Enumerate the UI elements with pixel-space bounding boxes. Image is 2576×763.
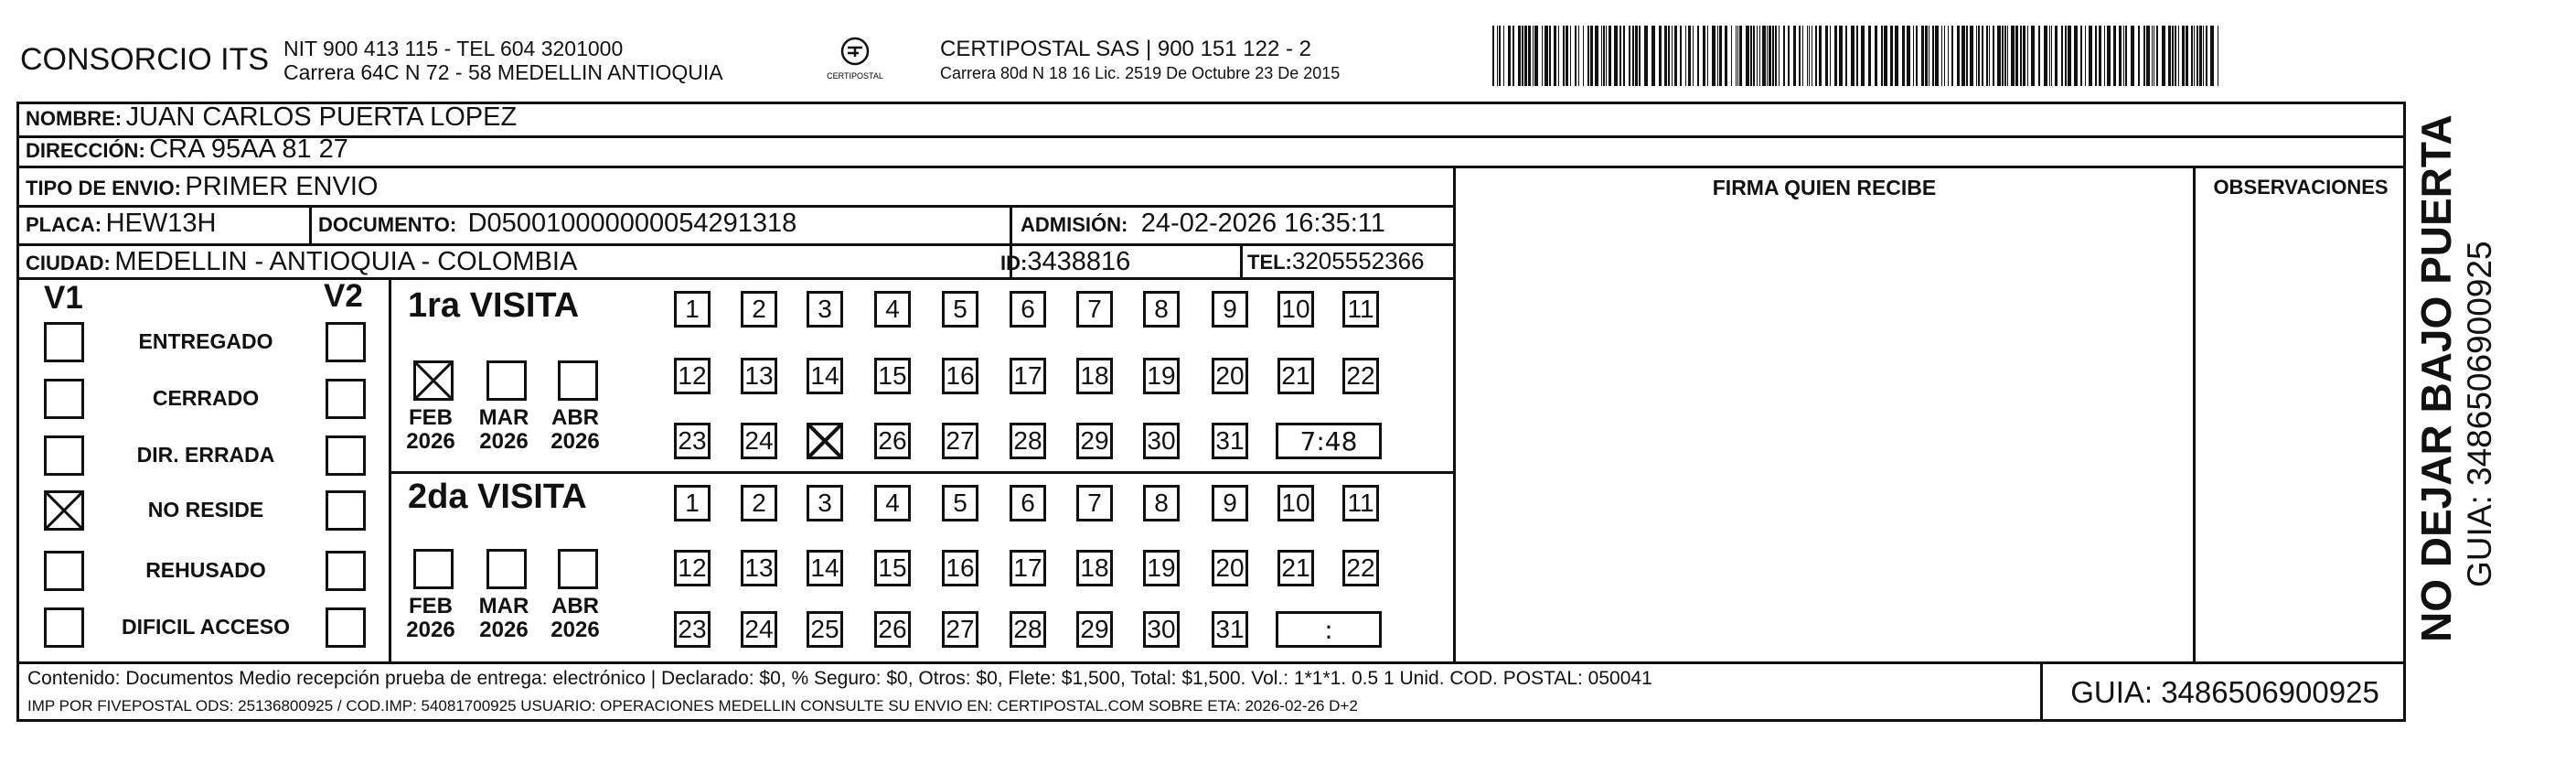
- day-box[interactable]: 27: [942, 611, 978, 648]
- day-box[interactable]: 19: [1143, 358, 1180, 394]
- firma-area[interactable]: [1456, 205, 2193, 661]
- company-name: CONSORCIO ITS: [20, 42, 270, 77]
- month-year: 2026: [479, 618, 529, 642]
- v1-checkbox[interactable]: [44, 435, 84, 476]
- documento-label: DOCUMENTO:: [318, 213, 457, 236]
- day-box[interactable]: 24: [741, 611, 777, 648]
- visit2-title: 2da VISITA: [408, 478, 587, 516]
- day-box[interactable]: 12: [674, 358, 711, 394]
- day-box[interactable]: 18: [1076, 550, 1113, 586]
- day-box[interactable]: 24: [741, 423, 777, 459]
- day-box[interactable]: 5: [942, 291, 978, 328]
- tel-label: TEL:: [1247, 251, 1292, 274]
- admision-value: 24-02-2026 16:35:11: [1140, 209, 1385, 238]
- day-box[interactable]: 1: [674, 485, 711, 521]
- month-label: FEB: [409, 405, 453, 430]
- month-label: ABR: [551, 594, 599, 618]
- day-box[interactable]: 20: [1212, 358, 1248, 394]
- day-box[interactable]: 10: [1277, 485, 1314, 521]
- month-year: 2026: [406, 618, 455, 642]
- month-checkbox[interactable]: [413, 549, 454, 589]
- month-checkbox[interactable]: [558, 360, 598, 401]
- footer-imp: IMP POR FIVEPOSTAL ODS: 25136800925 / COD.IMP: 54081700925 USUARIO: OPERACIONES MEDELLIN CONSULTE SU ENVIO EN: CERTIPOSTAL.COM SOBRE ETA: 2026-02-26 D+2: [27, 697, 1358, 715]
- ciudad-field: [26, 247, 577, 277]
- placa-label: PLACA:: [26, 213, 102, 236]
- day-box[interactable]: 28: [1010, 611, 1046, 648]
- tipo-envio-row: [26, 172, 378, 202]
- day-box[interactable]: 3: [807, 485, 843, 521]
- status-label: NO RESIDE: [147, 498, 264, 521]
- day-box[interactable]: 19: [1143, 550, 1180, 586]
- svg-text:CERTIPOSTAL: CERTIPOSTAL: [827, 71, 883, 81]
- id-label: ID:: [1000, 252, 1028, 274]
- status-label: ENTREGADO: [138, 329, 273, 353]
- v1-checkbox[interactable]: [44, 379, 84, 419]
- documento-value: D050010000000054291318: [467, 209, 797, 238]
- v2-checkbox[interactable]: [326, 435, 366, 476]
- status-label: REHUSADO: [145, 558, 266, 582]
- status-label: DIFICIL ACCESO: [121, 615, 290, 639]
- day-box[interactable]: 17: [1010, 550, 1046, 586]
- footer-guia: GUIA: 3486506900925: [2070, 675, 2379, 709]
- ciudad-value: MEDELLIN - ANTIOQUIA - COLOMBIA: [114, 247, 578, 276]
- day-box[interactable]: 13: [741, 358, 777, 394]
- side-text: [2412, 112, 2500, 642]
- footer-contenido: Contenido: Documentos Medio recepción prueba de entrega: electrónico | Declarado: $0, % Seguro: $0, Otros: $0, Flete: $1,500, Total: $1,500. Vol.: 1*1*1. 0.5 1 Unid. COD. POSTAL: 050041: [27, 668, 1652, 689]
- nombre-label: NOMBRE:: [26, 107, 123, 130]
- month-checkbox[interactable]: [486, 360, 527, 401]
- v2-checkbox[interactable]: [326, 607, 366, 648]
- day-box[interactable]: 7: [1076, 291, 1113, 328]
- tel-value: 3205552366: [1291, 247, 1425, 274]
- direccion-label: DIRECCIÓN:: [26, 139, 145, 162]
- documento-field: [318, 209, 796, 239]
- time-box[interactable]: 7:48: [1276, 423, 1382, 459]
- day-box[interactable]: 18: [1076, 358, 1113, 394]
- day-box[interactable]: [807, 423, 843, 459]
- carrier-name: CERTIPOSTAL SAS | 900 151 122 - 2: [940, 37, 1311, 61]
- day-box[interactable]: 6: [1010, 485, 1046, 521]
- month-checkbox[interactable]: [558, 549, 598, 589]
- id-field: [1000, 247, 1130, 277]
- month-year: 2026: [550, 429, 600, 454]
- observaciones-header: OBSERVACIONES: [2213, 176, 2389, 199]
- day-box[interactable]: 31: [1212, 423, 1248, 459]
- day-box[interactable]: 12: [674, 550, 711, 586]
- v2-checkbox[interactable]: [326, 551, 366, 591]
- side-warning: NO DEJAR BAJO PUERTA: [2412, 114, 2460, 642]
- placa-field: [26, 209, 216, 239]
- day-box[interactable]: 8: [1143, 485, 1180, 521]
- direccion-value: CRA 95AA 81 27: [149, 134, 348, 164]
- day-box[interactable]: 31: [1212, 611, 1248, 648]
- day-box[interactable]: 30: [1143, 611, 1180, 648]
- month-checkbox[interactable]: [413, 360, 454, 401]
- month-year: 2026: [479, 429, 529, 454]
- month-label: MAR: [478, 405, 529, 430]
- day-box[interactable]: 26: [874, 611, 911, 648]
- day-box[interactable]: 2: [741, 291, 777, 328]
- day-box[interactable]: 23: [674, 423, 711, 459]
- day-box[interactable]: 9: [1212, 485, 1248, 521]
- company-address: Carrera 64C N 72 - 58 MEDELLIN ANTIOQUIA: [283, 60, 723, 84]
- day-box[interactable]: 17: [1010, 358, 1046, 394]
- tel-field: [1247, 247, 1425, 275]
- day-box[interactable]: 26: [874, 423, 911, 459]
- month-year: 2026: [550, 618, 600, 642]
- v2-checkbox[interactable]: [326, 379, 366, 419]
- day-box[interactable]: 28: [1010, 423, 1046, 459]
- v2-header: V2: [324, 278, 363, 314]
- ciudad-label: CIUDAD:: [26, 252, 111, 274]
- v1-checkbox[interactable]: [44, 322, 84, 362]
- month-label: FEB: [409, 594, 453, 618]
- month-label: ABR: [551, 405, 599, 430]
- day-box[interactable]: 14: [807, 358, 843, 394]
- nombre-value: JUAN CARLOS PUERTA LOPEZ: [125, 102, 518, 132]
- day-box[interactable]: 21: [1277, 550, 1314, 586]
- firma-header: FIRMA QUIEN RECIBE: [1712, 176, 1937, 199]
- day-box[interactable]: 16: [942, 358, 978, 394]
- side-guia: GUIA: 3486506900925: [2461, 241, 2498, 587]
- day-box[interactable]: 14: [807, 550, 843, 586]
- day-box[interactable]: 27: [942, 423, 978, 459]
- day-box[interactable]: 25: [807, 611, 843, 648]
- admision-label: ADMISIÓN:: [1021, 213, 1128, 236]
- direccion-row: [26, 134, 348, 165]
- day-box[interactable]: 4: [874, 291, 911, 328]
- visit1-title: 1ra VISITA: [408, 286, 580, 325]
- v2-checkbox[interactable]: [326, 322, 366, 362]
- tipo-envio-value: PRIMER ENVIO: [185, 172, 379, 201]
- day-box[interactable]: 22: [1342, 358, 1379, 394]
- month-label: MAR: [478, 594, 529, 618]
- day-box[interactable]: 8: [1143, 291, 1180, 328]
- day-box[interactable]: 4: [874, 485, 911, 521]
- day-box[interactable]: 9: [1212, 291, 1248, 328]
- day-box[interactable]: 15: [874, 550, 911, 586]
- day-box[interactable]: 1: [674, 291, 711, 328]
- day-box[interactable]: 23: [674, 611, 711, 648]
- certipostal-logo: [805, 33, 905, 88]
- status-label: CERRADO: [152, 386, 260, 410]
- day-box[interactable]: 5: [942, 485, 978, 521]
- day-box[interactable]: 11: [1342, 485, 1379, 521]
- day-box[interactable]: 11: [1342, 291, 1379, 328]
- v1-header: V1: [44, 280, 83, 316]
- day-box[interactable]: 21: [1277, 358, 1314, 394]
- status-label: DIR. ERRADA: [136, 443, 275, 467]
- v2-checkbox[interactable]: [326, 490, 366, 531]
- day-box[interactable]: 29: [1076, 611, 1113, 648]
- time-box[interactable]: :: [1276, 611, 1382, 648]
- day-box[interactable]: 15: [874, 358, 911, 394]
- day-box[interactable]: 16: [942, 550, 978, 586]
- month-checkbox[interactable]: [486, 549, 527, 589]
- tipo-envio-label: TIPO DE ENVIO:: [26, 177, 181, 199]
- placa-value: HEW13H: [105, 209, 217, 238]
- v1-checkbox[interactable]: [44, 551, 84, 591]
- day-box[interactable]: 7: [1076, 485, 1113, 521]
- v1-checkbox[interactable]: [44, 607, 84, 648]
- day-box[interactable]: 10: [1277, 291, 1314, 328]
- month-year: 2026: [406, 429, 455, 454]
- id-value: 3438816: [1027, 247, 1131, 276]
- day-box[interactable]: 6: [1010, 291, 1046, 328]
- company-nit-tel: NIT 900 413 115 - TEL 604 3201000: [283, 37, 624, 60]
- carrier-license: Carrera 80d N 18 16 Lic. 2519 De Octubre 23 De 2015: [940, 64, 1341, 82]
- day-box[interactable]: 3: [807, 291, 843, 328]
- day-box[interactable]: 22: [1342, 550, 1379, 586]
- day-box[interactable]: 13: [741, 550, 777, 586]
- observaciones-area[interactable]: [2196, 205, 2406, 661]
- admision-field: [1021, 209, 1385, 239]
- day-box[interactable]: 29: [1076, 423, 1113, 459]
- day-box[interactable]: 20: [1212, 550, 1248, 586]
- day-box[interactable]: 2: [741, 485, 777, 521]
- v1-checkbox[interactable]: [44, 490, 84, 531]
- barcode: [1492, 26, 2224, 86]
- day-box[interactable]: 30: [1143, 423, 1180, 459]
- nombre-row: [26, 102, 517, 133]
